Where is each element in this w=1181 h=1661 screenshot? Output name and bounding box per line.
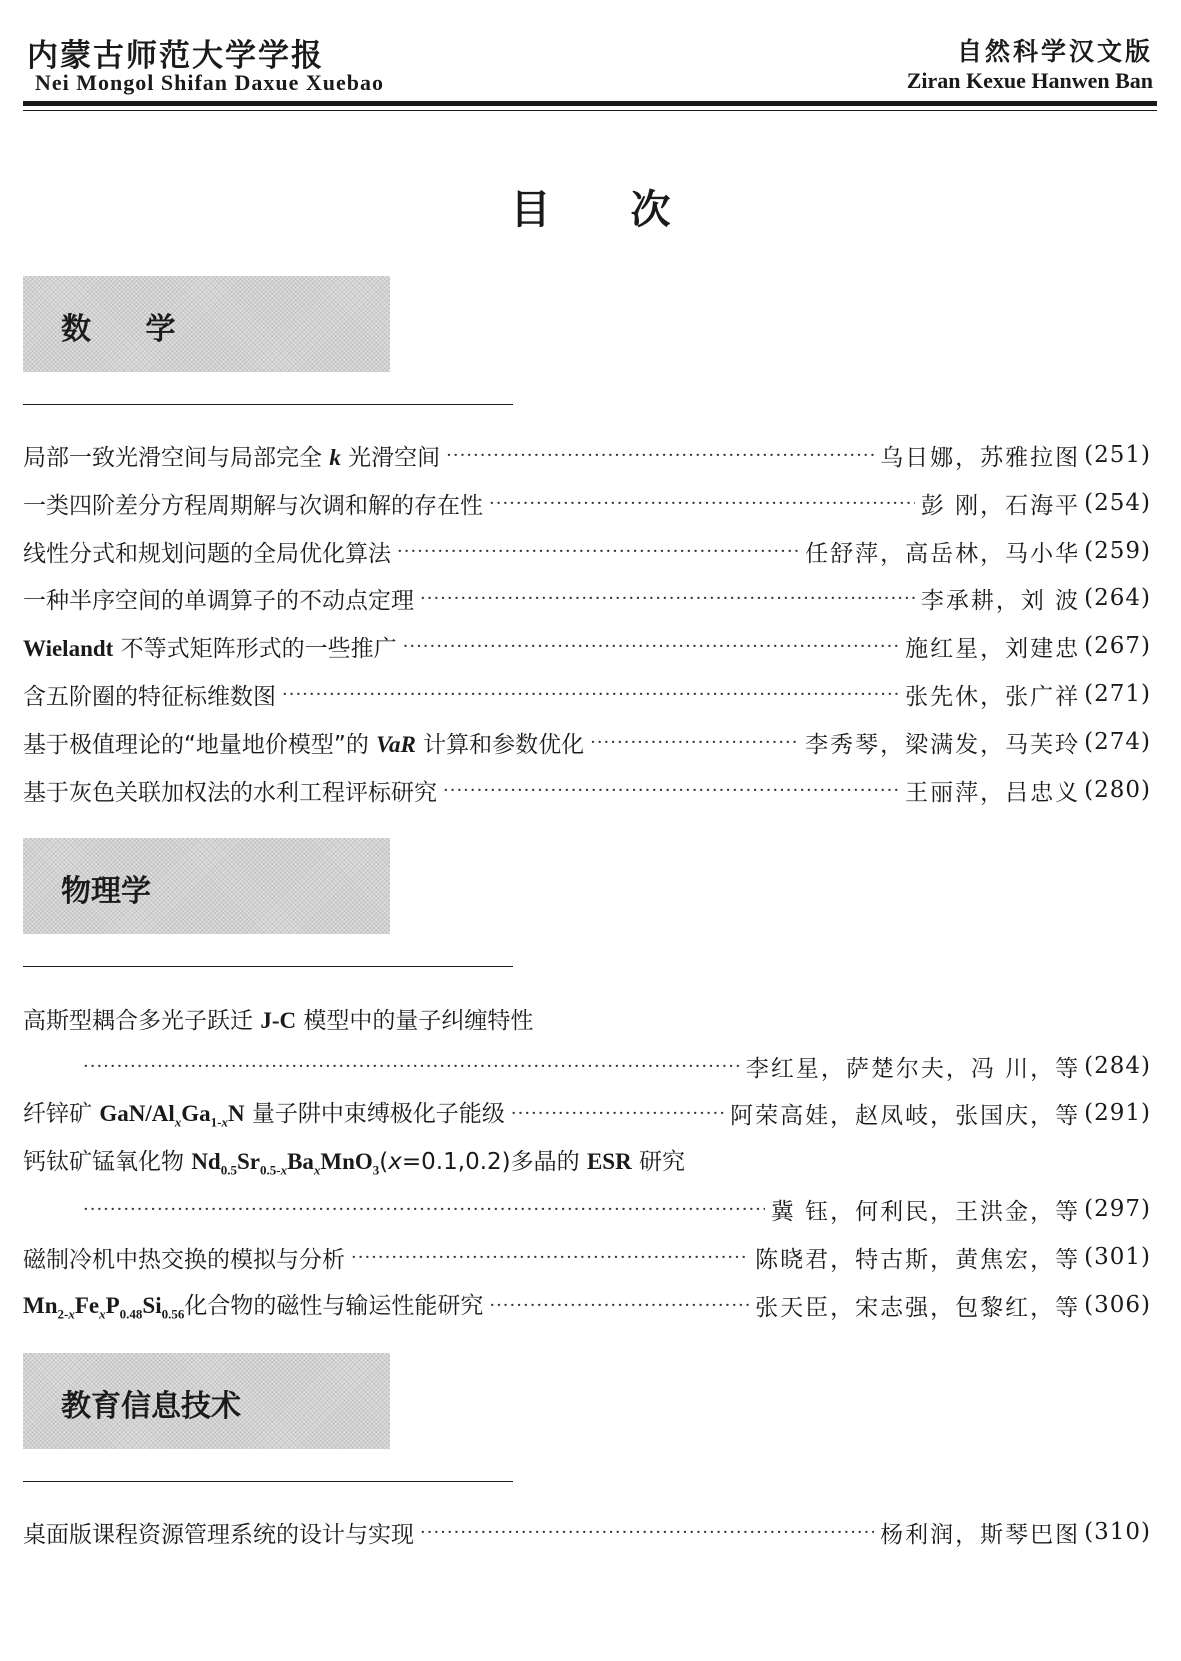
leader-dots xyxy=(489,493,915,514)
entry-page: (310) xyxy=(1084,1519,1151,1545)
toc-entry[interactable] xyxy=(23,677,1151,711)
entry-title: 磁制冷机中热交换的模拟与分析 xyxy=(23,1246,345,1273)
entry-authors: 冀 钰，何利民，王洪金，等 xyxy=(770,1198,1081,1225)
entry-page: (284) xyxy=(1084,1053,1151,1079)
entry-authors: 彭 刚，石海平 xyxy=(920,492,1081,519)
entry-title: 高斯型耦合多光子跃迁 J-C 模型中的量子纠缠特性 xyxy=(23,1007,534,1034)
leader-dots xyxy=(83,1056,740,1077)
entry-authors: 王丽萍，吕忠义 xyxy=(905,779,1081,806)
toc-entry[interactable] xyxy=(23,581,1151,615)
toc-entry[interactable] xyxy=(23,725,1151,759)
toc-entry[interactable] xyxy=(23,1096,1151,1130)
entry-authors: 张天臣，宋志强，包黎红，等 xyxy=(755,1294,1081,1321)
entry-authors: 乌日娜，苏雅拉图 xyxy=(880,444,1081,471)
leader-dots xyxy=(397,541,799,562)
entry-title: 钙钛矿锰氧化物 $Nd_{0.5}Sr_{0.5-x}Ba_xMnO_3(x=0.1,0.2)$多晶的 ESR 研究 xyxy=(23,1149,685,1178)
section-header-physics xyxy=(23,838,390,934)
page-title: 目次 xyxy=(510,187,751,233)
section-label: 数 学 xyxy=(61,312,198,347)
toc-entry-continuation[interactable] xyxy=(83,1192,1151,1226)
entry-page: (271) xyxy=(1084,681,1151,707)
entry-authors: 阿荣高娃，赵凤岐，张国庆，等 xyxy=(730,1102,1081,1129)
entry-authors: 任舒萍，高岳林，马小华 xyxy=(805,540,1081,567)
journal-name-zh: 内蒙古师范大学学报 xyxy=(27,38,324,74)
entry-page: (259) xyxy=(1084,538,1151,564)
section-header-math xyxy=(23,276,390,372)
entry-authors: 李秀琴，梁满发，马芙玲 xyxy=(805,731,1081,758)
toc-entry[interactable] xyxy=(23,773,1151,807)
entry-page: (291) xyxy=(1084,1100,1151,1126)
entry-authors: 李红星，萨楚尔夫，冯 川，等 xyxy=(745,1055,1081,1082)
leader-dots xyxy=(403,636,900,657)
entry-title: 一类四阶差分方程周期解与次调和解的存在性 xyxy=(23,492,483,519)
edition-name-zh: 自然科学汉文版 xyxy=(956,37,1153,66)
section-label: 物理学 xyxy=(61,874,151,909)
entry-authors: 张先休，张广祥 xyxy=(905,683,1081,710)
leader-dots xyxy=(420,1522,874,1543)
entry-title: 线性分式和规划问题的全局优化算法 xyxy=(23,540,391,567)
leader-dots xyxy=(443,780,899,801)
entry-title: 一种半序空间的单调算子的不动点定理 xyxy=(23,587,414,614)
entry-authors: 陈晓君，特古斯，黄焦宏，等 xyxy=(755,1246,1081,1273)
section-rule xyxy=(23,966,513,967)
leader-dots xyxy=(446,445,874,466)
toc-entry[interactable] xyxy=(23,486,1151,520)
entry-page: (267) xyxy=(1084,633,1151,659)
toc-entry[interactable] xyxy=(23,1515,1151,1549)
entry-title: 桌面版课程资源管理系统的设计与实现 xyxy=(23,1521,414,1548)
edition-name-pinyin: Ziran Kexue Hanwen Ban xyxy=(906,68,1153,93)
toc-entry[interactable] xyxy=(23,438,1151,472)
entry-page: (306) xyxy=(1084,1292,1151,1318)
entry-page: (274) xyxy=(1084,729,1151,755)
entry-title: 局部一致光滑空间与局部完全 k 光滑空间 xyxy=(23,444,441,471)
header-rule-thick xyxy=(23,101,1157,106)
leader-dots xyxy=(282,684,899,705)
entry-page: (297) xyxy=(1084,1196,1151,1222)
entry-page: (251) xyxy=(1084,442,1151,468)
header-rule-thin xyxy=(23,110,1157,111)
toc-entry[interactable] xyxy=(23,1240,1151,1274)
entry-title: 含五阶圈的特征标维数图 xyxy=(23,683,276,710)
toc-entry[interactable] xyxy=(23,534,1151,568)
entry-title: 基于灰色关联加权法的水利工程评标研究 xyxy=(23,779,437,806)
leader-dots xyxy=(511,1103,724,1124)
entry-title: 基于极值理论的“地量地价模型”的 VaR 计算和参数优化 xyxy=(23,731,585,758)
entry-title: Wielandt 不等式矩阵形式的一些推广 xyxy=(23,635,397,662)
entry-authors: 李承耕，刘 波 xyxy=(920,587,1081,614)
entry-authors: 施红星，刘建忠 xyxy=(905,635,1081,662)
toc-entry-title-line[interactable] xyxy=(23,1144,1151,1178)
entry-page: (264) xyxy=(1084,585,1151,611)
leader-dots xyxy=(590,732,799,753)
journal-name-pinyin: Nei Mongol Shifan Daxue Xuebao xyxy=(35,70,385,95)
entry-title: 纤锌矿 GaN/$Al_xGa_{1-x}N$ 量子阱中束缚极化子能级 xyxy=(23,1101,505,1130)
leader-dots xyxy=(489,1295,749,1316)
entry-page: (301) xyxy=(1084,1244,1151,1270)
section-header-edu-it xyxy=(23,1353,390,1449)
section-label: 教育信息技术 xyxy=(61,1389,241,1424)
section-rule xyxy=(23,404,513,405)
toc-entry[interactable] xyxy=(23,1288,1151,1322)
entry-page: (280) xyxy=(1084,777,1151,803)
toc-entry-continuation[interactable] xyxy=(83,1049,1151,1083)
toc-entry[interactable] xyxy=(23,629,1151,663)
entry-page: (254) xyxy=(1084,490,1151,516)
entry-authors: 杨利润，斯琴巴图 xyxy=(880,1521,1081,1548)
section-rule xyxy=(23,1481,513,1482)
toc-entry-title-line[interactable] xyxy=(23,1001,1151,1035)
entry-title: $Mn_{2-x}Fe_xP_{0.48}Si_{0.56}$化合物的磁性与输运性能研究 xyxy=(23,1293,484,1322)
leader-dots xyxy=(351,1247,749,1268)
leader-dots xyxy=(420,588,915,609)
leader-dots xyxy=(83,1199,765,1220)
